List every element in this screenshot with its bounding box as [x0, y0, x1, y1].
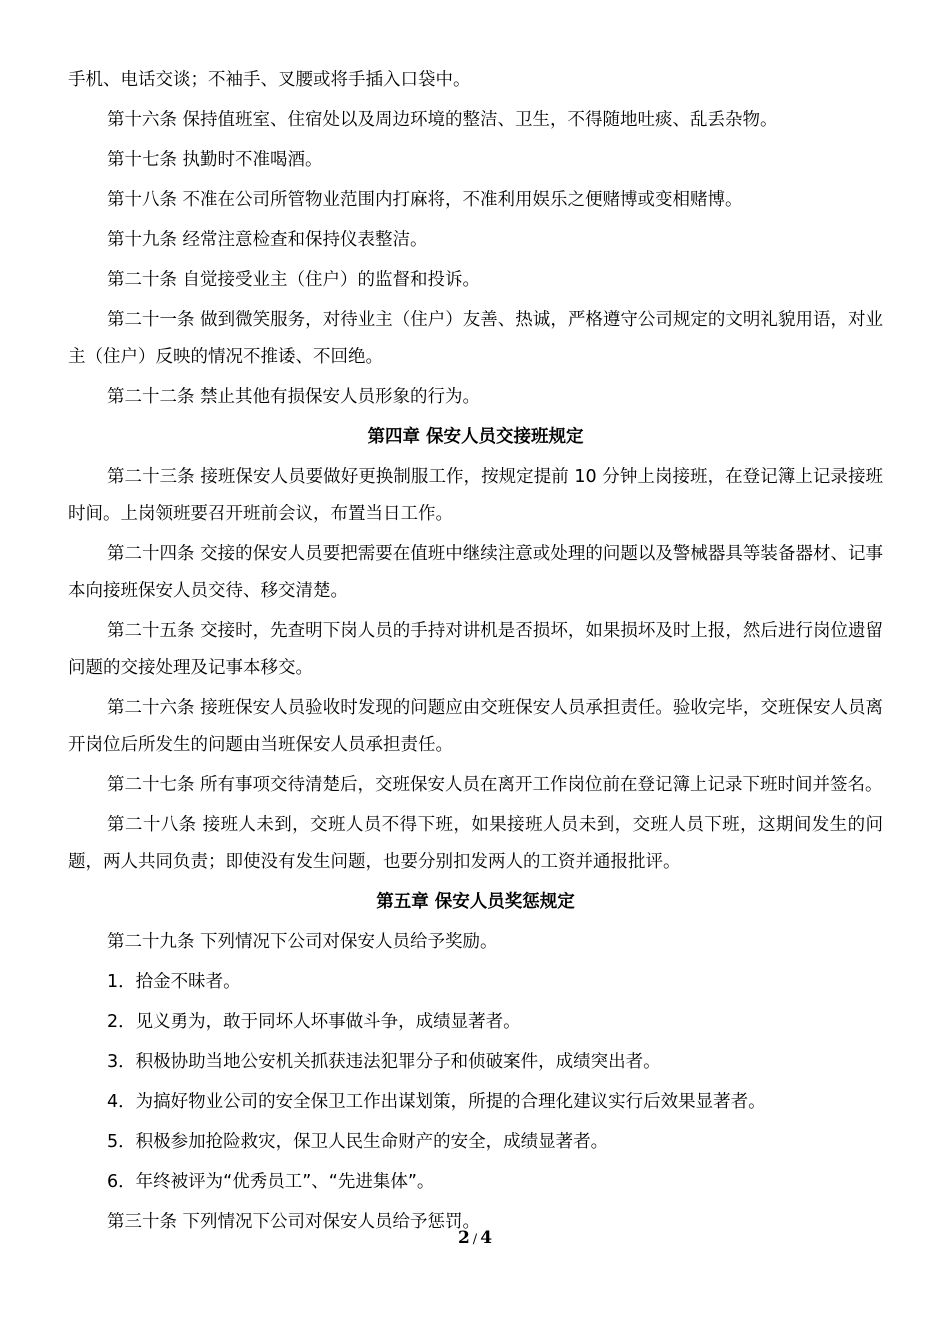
reward-item-5: 5．积极参加抢险救灾，保卫人民生命财产的安全，成绩显著者。 — [107, 1132, 609, 1152]
reward-item-2: 2．见义勇为，敢于同坏人坏事做斗争，成绩显著者。 — [107, 1012, 521, 1032]
article-21: 第二十一条 做到微笑服务，对待业主（住户）友善、热诚，严格遵守公司规定的文明礼貌用语，对业主（住户）反映的情况不推诿、不回绝。 — [68, 310, 883, 367]
article-29: 第二十九条 下列情况下公司对保安人员给予奖励。 — [107, 932, 498, 952]
chapter-5-heading: 第五章 保安人员奖惩规定 — [376, 892, 575, 912]
article-19: 第十九条 经常注意检查和保持仪表整洁。 — [107, 230, 428, 250]
article-25: 第二十五条 交接时，先查明下岗人员的手持对讲机是否损坏，如果损坏及时上报，然后进行岗位遗留问题的交接处理及记事本移交。 — [68, 621, 883, 678]
article-28: 第二十八条 接班人未到，交班人员不得下班，如果接班人员未到，交班人员下班，这期间发生的问题，两人共同负责；即使没有发生问题，也要分别扣发两人的工资并通报批评。 — [68, 815, 883, 872]
article-23: 第二十三条 接班保安人员要做好更换制服工作，按规定提前 10 分钟上岗接班，在登记簿上记录接班时间。上岗领班要召开班前会议，布置当日工作。 — [68, 467, 883, 524]
page-number — [0, 1228, 950, 1248]
total-pages: 4 — [480, 1228, 493, 1248]
reward-item-4: 4．为搞好物业公司的安全保卫工作出谋划策，所提的合理化建议实行后效果显著者。 — [107, 1092, 766, 1112]
article-27: 第二十七条 所有事项交待清楚后，交班保安人员在离开工作岗位前在登记簿上记录下班时间并签名。 — [107, 775, 883, 795]
article-26: 第二十六条 接班保安人员验收时发现的问题应由交班保安人员承担责任。验收完毕，交班保安人员离开岗位后所发生的问题由当班保安人员承担责任。 — [68, 698, 883, 755]
reward-item-3: 3．积极协助当地公安机关抓获违法犯罪分子和侦破案件，成绩突出者。 — [107, 1052, 661, 1072]
paragraph-continued: 手机、电话交谈；不袖手、叉腰或将手插入口袋中。 — [68, 70, 471, 90]
document-body — [68, 62, 883, 1244]
reward-item-1: 1．拾金不昧者。 — [107, 972, 241, 992]
article-24: 第二十四条 交接的保安人员要把需要在值班中继续注意或处理的问题以及警械器具等装备器材、记事本向接班保安人员交待、移交清楚。 — [68, 544, 883, 601]
article-22: 第二十二条 禁止其他有损保安人员形象的行为。 — [107, 387, 481, 407]
article-16: 第十六条 保持值班室、住宿处以及周边环境的整洁、卫生，不得随地吐痰、乱丢杂物。 — [107, 110, 778, 130]
article-30: 第三十条 下列情况下公司对保安人员给予惩罚。 — [107, 1212, 481, 1232]
reward-item-6: 6．年终被评为“优秀员工”、“先进集体”。 — [107, 1172, 435, 1192]
article-18: 第十八条 不准在公司所管物业范围内打麻将，不准利用娱乐之便赌博或变相赌博。 — [107, 190, 743, 210]
chapter-4-heading: 第四章 保安人员交接班规定 — [367, 427, 584, 447]
article-20: 第二十条 自觉接受业主（住户）的监督和投诉。 — [107, 270, 481, 290]
article-17: 第十七条 执勤时不准喝酒。 — [107, 150, 323, 170]
page-separator: / — [472, 1232, 478, 1247]
current-page: 2 — [457, 1228, 470, 1248]
